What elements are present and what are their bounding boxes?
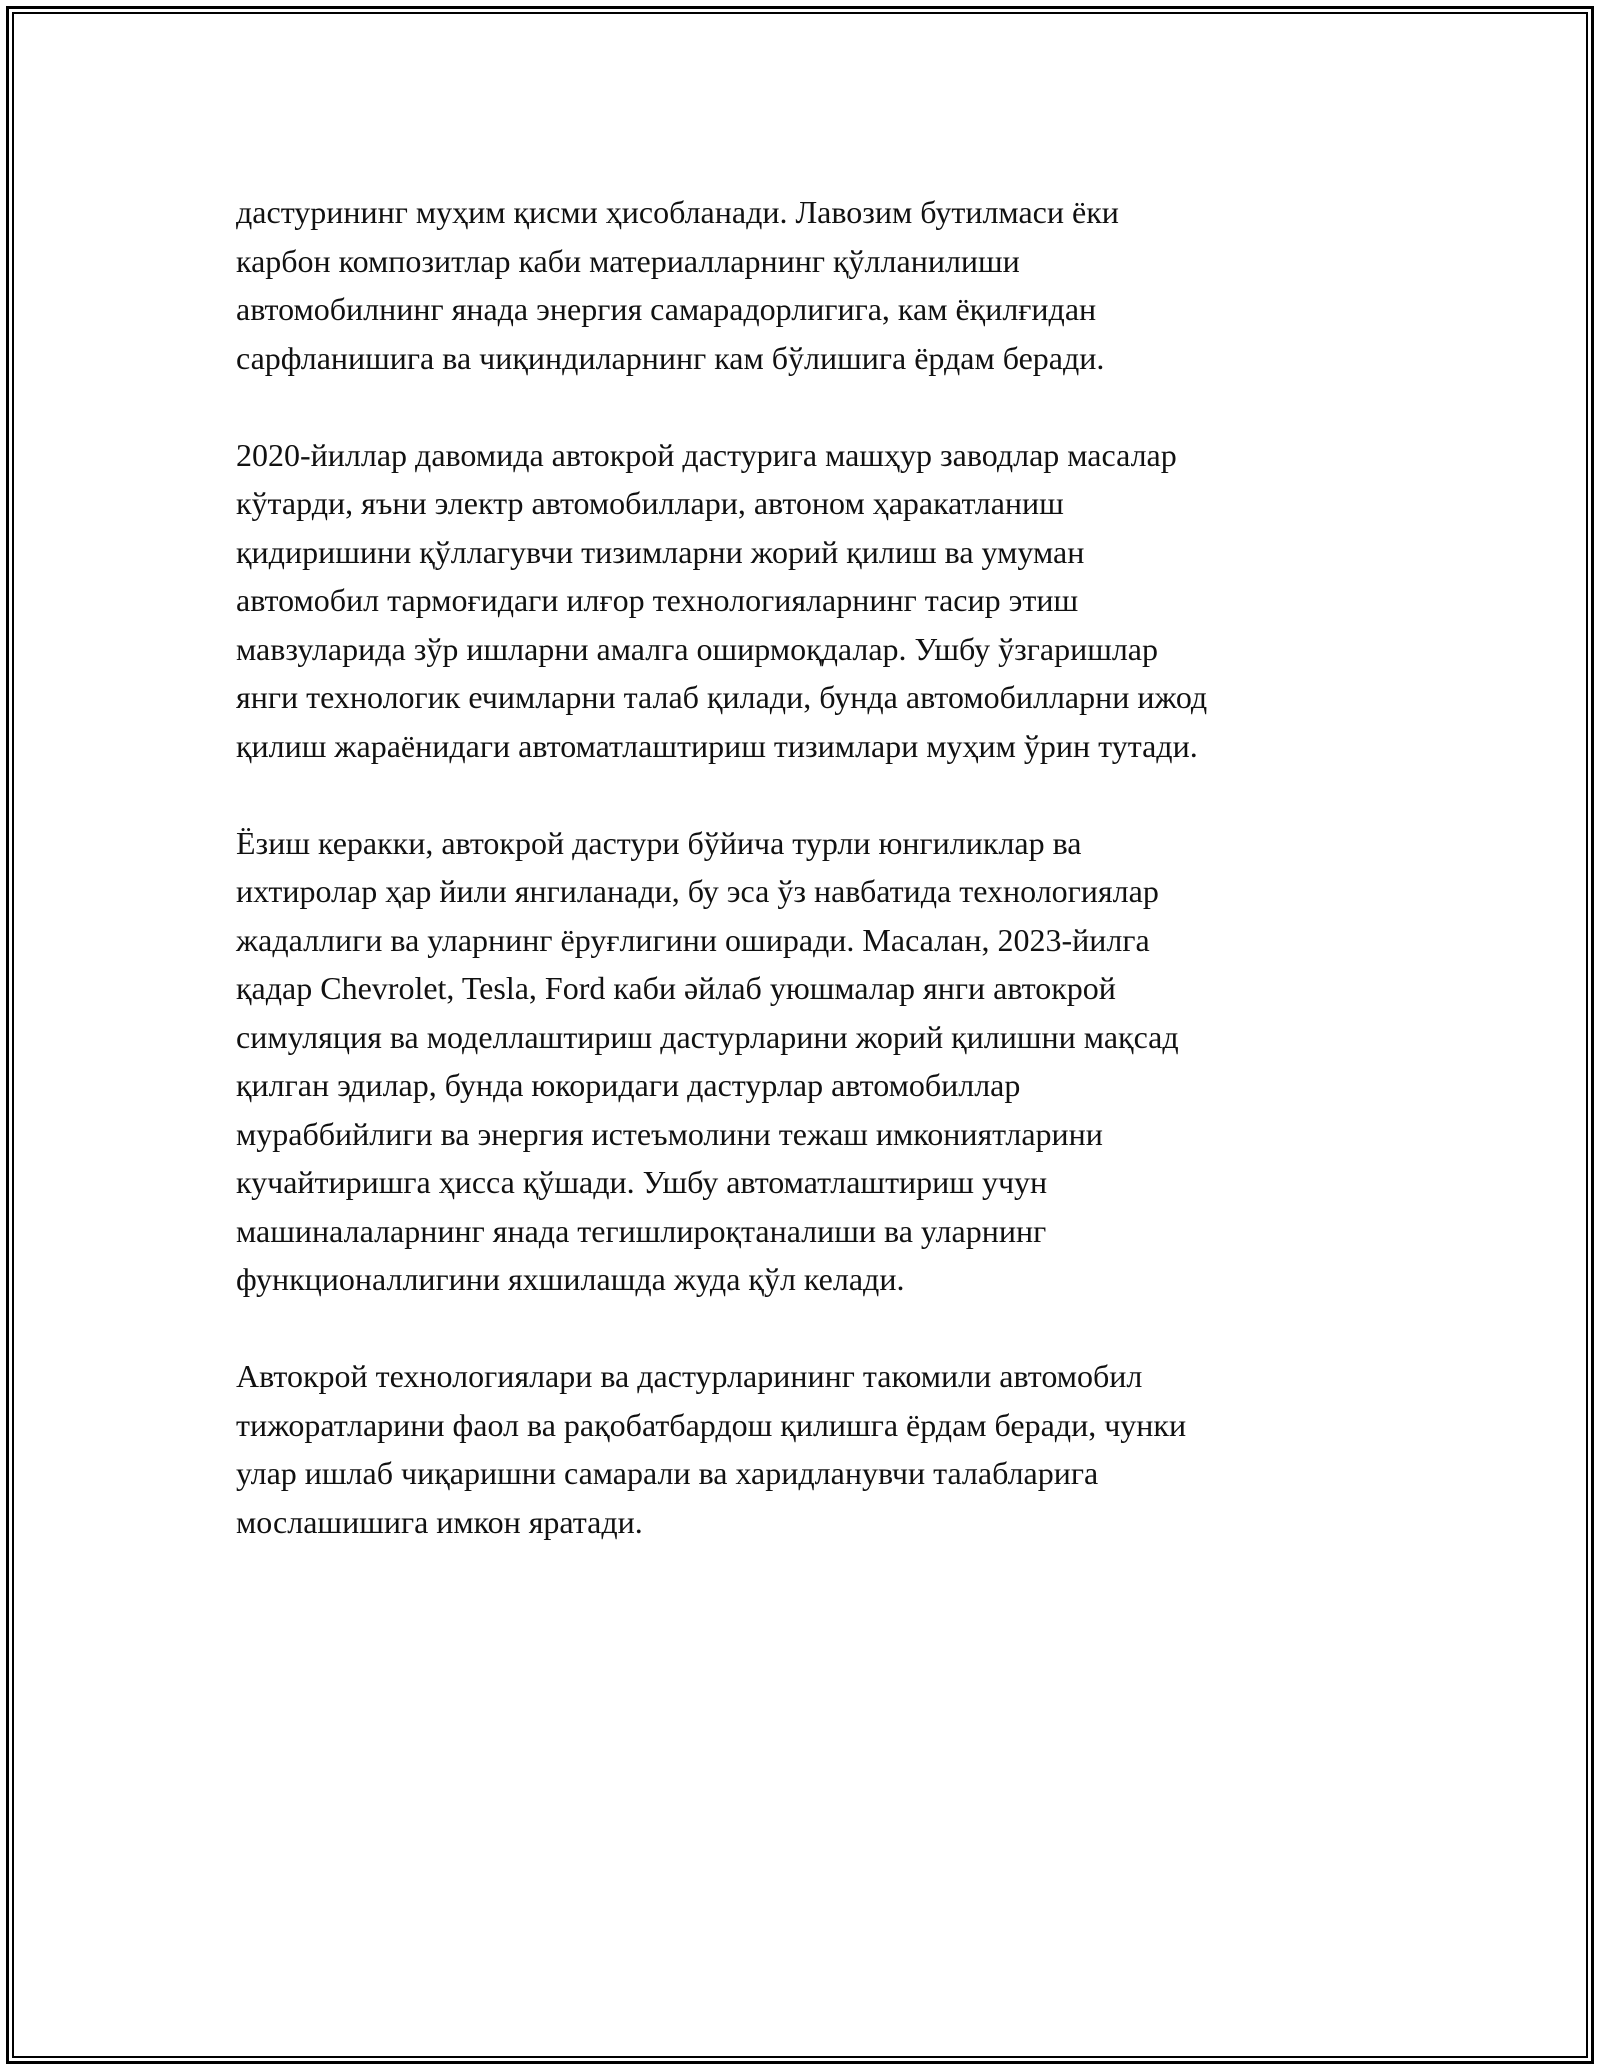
- paragraph-4: Автокрой технологиялари ва дастурларининг такомили автомобил тижоратларини фаол ва рақобатбардош қилишга ёрдам беради, чунки улар ишлаб чиқаришни самарали ва харидланувчи талабларига мослашишига имкон яратади.: [236, 1358, 1187, 1540]
- document-body: [236, 188, 1376, 1595]
- paragraph-3: Ёзиш керакки, автокрой дастури бўйича турли юнгиликлар ва ихтиролар ҳар йили янгиланади, бу эса ўз навбатида технологиялар жадаллиги ва уларнинг ёруғлигини оширади. Масалан, 2023-йилга қадар Chevrolet, Tesla, Ford каби әйлаб уюшмалар янги автокрой симуляция ва моделлаштириш дастурларини жорий қилишни мақсад қилган эдилар, бунда юкоридаги дастурлар автомобиллар мураббийлиги ва энергия истеъмолини тежаш имкониятларини кучайтиришга ҳисса қўшади. Ушбу автоматлаштириш учун машиналаларнинг янада тегишлироқтаналиши ва уларнинг функционаллигини яхшилашда жуда қўл келади.: [236, 824, 1179, 1297]
- paragraph-1: дастурининг муҳим қисми ҳисобланади. Лавозим бутилмаси ёки карбон композитлар каби материалларнинг қўлланилиши автомобилнинг янада энергия самарадорлигига, кам ёқилғидан сарфланишига ва чиқиндиларнинг кам бўлишига ёрдам беради.: [236, 194, 1119, 376]
- paragraph-2: 2020-йиллар давомида автокрой дастурига машҳур заводлар масалар кўтарди, яъни электр автомобиллари, автоном ҳаракатланиш қидиришини қўллагувчи тизимларни жорий қилиш ва умуман автомобил тармоғидаги илғор технологияларнинг тасир этиш мавзуларида зўр ишларни амалга оширмоқдалар. Ушбу ўзгаришлар янги технологик ечимларни талаб қилади, бунда автомобилларни ижод қилиш жараёнидаги автоматлаштириш тизимлари муҳим ўрин тутади.: [236, 436, 1208, 764]
